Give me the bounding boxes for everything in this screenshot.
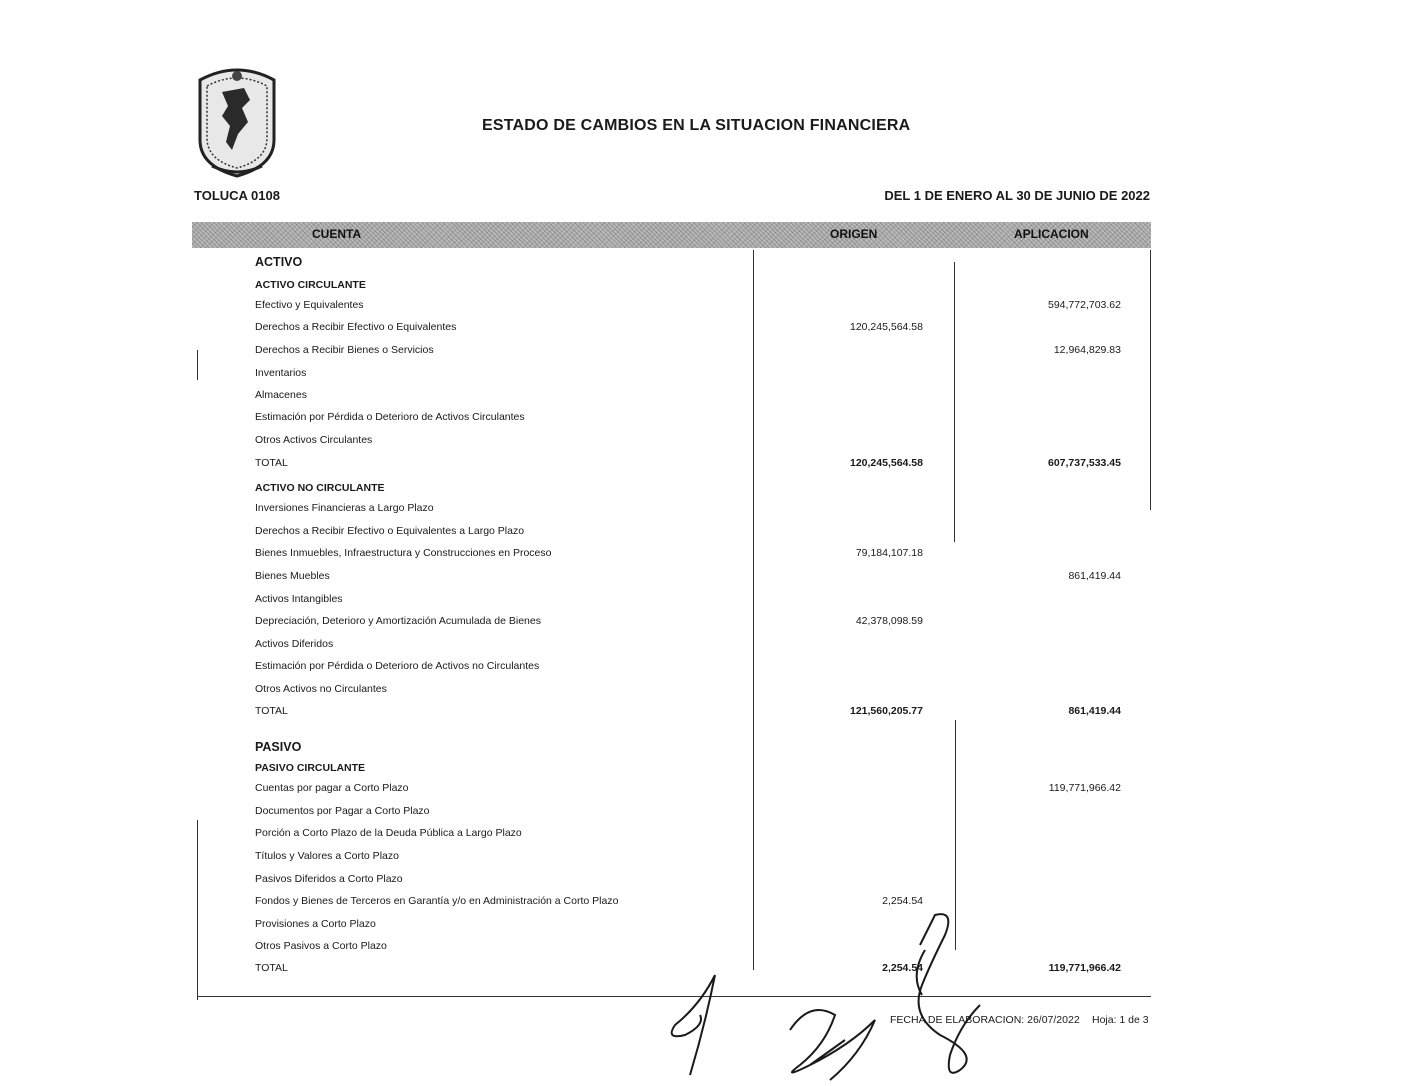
table-row: [0, 593, 1413, 613]
origen-value: 2,254.54: [882, 962, 923, 974]
page-number: Hoja: 1 de 3: [1092, 1014, 1149, 1026]
column-header-cuenta: CUENTA: [312, 227, 362, 241]
account-label: ACTIVO NO CIRCULANTE: [255, 482, 385, 494]
account-label: Otros Pasivos a Corto Plazo: [255, 940, 387, 952]
total-row: [0, 457, 1413, 477]
origen-value: 121,560,205.77: [850, 705, 923, 717]
elaboration-date: FECHA DE ELABORACION: 26/07/2022: [890, 1014, 1080, 1026]
account-label: Estimación por Pérdida o Deterioro de Activos no Circulantes: [255, 660, 540, 672]
account-label: Cuentas por pagar a Corto Plazo: [255, 782, 409, 794]
account-label: Derechos a Recibir Bienes o Servicios: [255, 344, 434, 356]
account-label: Derechos a Recibir Efectivo o Equivalentes a Largo Plazo: [255, 525, 525, 537]
document-title: ESTADO DE CAMBIOS EN LA SITUACION FINANCIERA: [482, 117, 911, 134]
report-period: DEL 1 DE ENERO AL 30 DE JUNIO DE 2022: [884, 188, 1150, 203]
table-row: [0, 321, 1413, 341]
account-label: Otros Activos Circulantes: [255, 434, 373, 446]
account-label: Inventarios: [255, 367, 307, 379]
aplicacion-value: 861,419.44: [1068, 570, 1121, 582]
aplicacion-value: 607,737,533.45: [1048, 457, 1121, 469]
table-row: [0, 873, 1413, 893]
origen-value: 120,245,564.58: [850, 321, 923, 333]
total-row: [0, 705, 1413, 725]
origen-value: 42,378,098.59: [855, 615, 923, 627]
table-row: [0, 683, 1413, 703]
aplicacion-value: 861,419.44: [1068, 705, 1121, 717]
account-label: PASIVO: [255, 740, 302, 754]
table-row: [0, 850, 1413, 870]
table-row: [0, 299, 1413, 319]
table-row: [0, 547, 1413, 567]
column-header-aplicacion: APLICACION: [1014, 227, 1089, 241]
table-row: [0, 782, 1413, 802]
account-label: TOTAL: [255, 457, 288, 469]
account-label: TOTAL: [255, 962, 288, 974]
handwritten-signatures: [660, 905, 1020, 1085]
subsection-row: [0, 279, 1413, 299]
account-label: Provisiones a Corto Plazo: [255, 918, 376, 930]
account-label: PASIVO CIRCULANTE: [255, 762, 366, 774]
account-label: Títulos y Valores a Corto Plazo: [255, 850, 399, 862]
table-header: [192, 222, 1151, 248]
account-label: Bienes Inmuebles, Infraestructura y Construcciones en Proceso: [255, 547, 552, 559]
table-row: [0, 827, 1413, 847]
column-header-origen: ORIGEN: [830, 227, 878, 241]
municipal-seal-logo: [192, 62, 282, 180]
aplicacion-value: 119,771,966.42: [1048, 962, 1121, 974]
table-row: [0, 411, 1413, 431]
aplicacion-value: 119,771,966.42: [1048, 782, 1121, 794]
table-row: [0, 805, 1413, 825]
account-label: ACTIVO CIRCULANTE: [255, 279, 366, 291]
account-label: Estimación por Pérdida o Deterioro de Activos Circulantes: [255, 411, 525, 423]
subsection-row: [0, 482, 1413, 502]
table-row: [0, 638, 1413, 658]
table-row: [0, 367, 1413, 387]
account-label: Derechos a Recibir Efectivo o Equivalentes: [255, 321, 457, 333]
account-label: Almacenes: [255, 389, 307, 401]
account-label: Fondos y Bienes de Terceros en Garantía y/o en Administración a Corto Plazo: [255, 895, 619, 907]
table-row: [0, 344, 1413, 364]
section-row: [0, 255, 1413, 275]
table-row: [0, 389, 1413, 409]
table-row: [0, 434, 1413, 454]
account-label: Porción a Corto Plazo de la Deuda Pública a Largo Plazo: [255, 827, 522, 839]
account-label: Documentos por Pagar a Corto Plazo: [255, 805, 430, 817]
entity-code: TOLUCA 0108: [194, 188, 280, 203]
origen-value: 120,245,564.58: [850, 457, 923, 469]
subsection-row: [0, 762, 1413, 782]
section-row: [0, 740, 1413, 760]
account-label: Efectivo y Equivalentes: [255, 299, 364, 311]
account-label: Activos Diferidos: [255, 638, 334, 650]
origen-value: 2,254.54: [882, 895, 923, 907]
origen-value: 79,184,107.18: [855, 547, 923, 559]
account-label: Activos Intangibles: [255, 593, 343, 605]
account-label: TOTAL: [255, 705, 288, 717]
aplicacion-value: 12,964,829.83: [1053, 344, 1121, 356]
table-row: [0, 570, 1413, 590]
account-label: Bienes Muebles: [255, 570, 330, 582]
aplicacion-value: 594,772,703.62: [1048, 299, 1121, 311]
account-label: Inversiones Financieras a Largo Plazo: [255, 502, 434, 514]
table-row: [0, 525, 1413, 545]
table-row: [0, 502, 1413, 522]
table-row: [0, 615, 1413, 635]
account-label: ACTIVO: [255, 255, 303, 269]
table-row: [0, 660, 1413, 680]
account-label: Pasivos Diferidos a Corto Plazo: [255, 873, 403, 885]
account-label: Otros Activos no Circulantes: [255, 683, 387, 695]
account-label: Depreciación, Deterioro y Amortización Acumulada de Bienes: [255, 615, 541, 627]
